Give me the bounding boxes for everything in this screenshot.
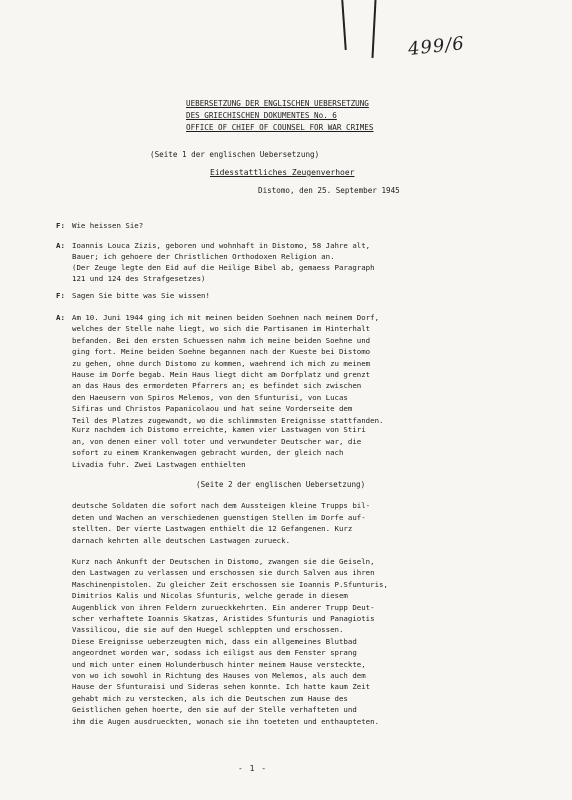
paragraph-line: scher verhaftete Ioannis Skatzas, Aristides Sfunturis und Panagiotis bbox=[72, 614, 375, 624]
paragraph-line: gehabt mich zu verstecken, als ich die Deutschen zum Hause des bbox=[72, 693, 348, 703]
question-text: Sagen Sie bitte was Sie wissen! bbox=[72, 291, 210, 300]
archive-number: 499/6 bbox=[407, 33, 466, 60]
paragraph-line: Maschinenpistolen. Zu gleicher Zeit erschossen sie Ioannis P.Sfunturis, bbox=[72, 579, 388, 589]
document-title: Eidesstattliches Zeugenverhoer bbox=[210, 168, 355, 177]
answer-line: Teil des Platzes zugewandt, wo die schlimmsten Ereignisse stattfanden. bbox=[72, 415, 384, 425]
paragraph-line: darnach kehrten alle deutschen Lastwagen zurueck. bbox=[72, 535, 291, 545]
punch-mark-left bbox=[341, 0, 346, 50]
answer-line: Bauer; ich gehoere der Christlichen Orthodoxen Religion an. bbox=[72, 252, 335, 261]
answer-line: ging fort. Meine beiden Soehne begannen nach der Kueste bei Distomo bbox=[72, 347, 371, 357]
answer-line: Hause im Dorfe begab. Mein Haus liegt dicht am Dorfplatz und grenzt bbox=[72, 370, 371, 380]
answer-line: Ioannis Louca Zizis, geboren und wohnhaft in Distomo, 58 Jahre alt, bbox=[72, 241, 371, 250]
answer-label: A: bbox=[56, 313, 65, 322]
paragraph-line: deten und Wachen an verschiedenen guenstigen Stellen im Dorfe auf- bbox=[72, 512, 366, 522]
question-1 bbox=[56, 220, 532, 231]
paragraph-3 bbox=[72, 556, 532, 727]
answer-line: den Haeusern von Spiros Melemos, von den Sfunturisi, von Lucas bbox=[72, 392, 348, 402]
paragraph-line: Augenblick von ihren Feldern zurueckkehrten. Ein anderer Trupp Deut- bbox=[72, 602, 375, 612]
paragraph-line: an, von denen einer voll toter und verwundeter Deutscher war, die bbox=[72, 436, 362, 446]
paragraph-2 bbox=[72, 500, 532, 546]
page-note-2: (Seite 2 der englischen Uebersetzung) bbox=[196, 480, 366, 489]
answer-line: 121 und 124 des Strafgesetzes) bbox=[72, 274, 206, 283]
question-text: Wie heissen Sie? bbox=[72, 221, 144, 230]
answer-line: an das Haus des ermordeten Pfarrers an; es befindet sich zwischen bbox=[72, 381, 362, 391]
answer-line: Am 10. Juni 1944 ging ich mit meinen beiden Soehnen nach meinem Dorf, bbox=[72, 313, 380, 322]
paragraph-line: den Lastwagen zu verlassen und erschossen sie durch Salven aus ihren bbox=[72, 568, 375, 578]
paragraph-line: stellten. Der vierte Lastwagen enthielt die 12 Gefangenen. Kurz bbox=[72, 524, 353, 534]
header-line: DES GRIECHISCHEN DOKUMENTES No. 6 bbox=[186, 111, 337, 120]
header-line: OFFICE OF CHIEF OF COUNSEL FOR WAR CRIMES bbox=[186, 123, 374, 132]
paragraph-line: Kurz nach Ankunft der Deutschen in Distomo, zwangen sie die Geiseln, bbox=[72, 557, 375, 566]
paragraph-line: Kurz nachdem ich Distomo erreichte, kamen vier Lastwagen von Stiri bbox=[72, 425, 366, 434]
paragraph-line: sofort zu einem Krankenwagen gebracht wurden, der gleich nach bbox=[72, 448, 344, 458]
page-number: - 1 - bbox=[238, 764, 268, 773]
answer-line: welches der Stelle nahe liegt, wo sich die Partisanen im Hinterhalt bbox=[72, 324, 371, 334]
answer-line: (Der Zeuge legte den Eid auf die Heilige Bibel ab, gemaess Paragraph bbox=[72, 263, 375, 272]
dateline: Distomo, den 25. September 1945 bbox=[258, 186, 400, 195]
answer-label: A: bbox=[56, 241, 65, 250]
question-label: F: bbox=[56, 291, 65, 300]
paragraph-line: angeordnet worden war, sodass ich eiligst aus dem Fenster sprang bbox=[72, 648, 357, 658]
paragraph-line: Dimitrios Kalis und Nicolas Sfunturis, welche gerade in diesem bbox=[72, 591, 348, 601]
answer-1 bbox=[56, 240, 532, 284]
paragraph-line: Geistlichen gehen hoerte, den sie auf der Stelle verhafteten und bbox=[72, 705, 357, 715]
paragraph-line: von wo ich sowohl in Richtung des Hauses von Melemos, als auch dem bbox=[72, 671, 366, 681]
page-note-1: (Seite 1 der englischen Uebersetzung) bbox=[150, 150, 320, 159]
paragraph-line: deutsche Soldaten die sofort nach dem Aussteigen kleine Trupps bil- bbox=[72, 501, 371, 510]
punch-mark-right bbox=[371, 0, 376, 58]
answer-line: zu gehen, ohne durch Distomo zu kommen, waehrend ich mich zu meinem bbox=[72, 358, 371, 368]
paragraph-1 bbox=[72, 424, 532, 470]
answer-2 bbox=[56, 312, 532, 426]
header-line: UEBERSETZUNG DER ENGLISCHEN UEBERSETZUNG bbox=[186, 99, 369, 108]
answer-line: befanden. Bei den ersten Schuessen nahm ich meine beiden Soehne und bbox=[72, 335, 371, 345]
paragraph-line: und mich unter einem Holunderbusch hinter meinem Hause versteckte, bbox=[72, 659, 366, 669]
paragraph-line: ihm die Augen ausdrueckten, wonach sie ihn toeteten und enthaupteten. bbox=[72, 716, 380, 726]
paragraph-line: Diese Ereignisse ueberzeugten mich, dass ein allgemeines Blutbad bbox=[72, 636, 357, 646]
answer-line: Sifiras und Christos Papanicolaou und hat seine Vorderseite dem bbox=[72, 404, 353, 414]
paragraph-line: Vassilicou, die sie auf den Huegel schleppten und erschossen. bbox=[72, 625, 344, 635]
question-label: F: bbox=[56, 221, 65, 230]
paragraph-line: Livadia fuhr. Zwei Lastwagen enthielten bbox=[72, 459, 246, 469]
document-header bbox=[186, 98, 373, 134]
question-2 bbox=[56, 290, 532, 301]
paragraph-line: Hause der Sfunturaisi und Sideras sehen konnte. Ich hatte kaum Zeit bbox=[72, 682, 371, 692]
